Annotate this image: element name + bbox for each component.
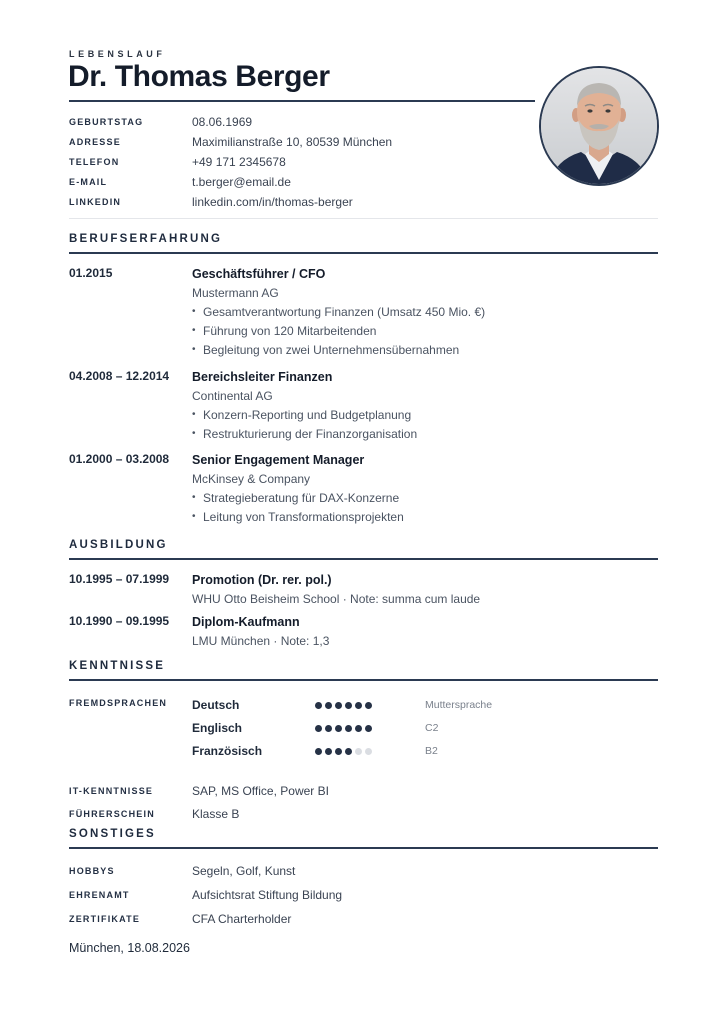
section-rule	[69, 558, 658, 560]
it-skills-label: IT-KENNTNISSE	[69, 786, 154, 796]
misc-row-hobbies	[69, 863, 295, 879]
contact-value: linkedin.com/in/thomas-berger	[192, 195, 353, 209]
language-row	[192, 697, 492, 713]
language-level: Muttersprache	[425, 699, 493, 711]
contact-label: LINKEDIN	[69, 197, 122, 207]
language-row	[192, 720, 438, 736]
language-name: Französisch	[192, 744, 263, 758]
language-name: Deutsch	[192, 698, 240, 712]
entry-date: 10.1995 – 07.1999	[69, 572, 170, 586]
bullet-item: • Strategieberatung für DAX-Konzerne	[192, 490, 658, 509]
language-name: Englisch	[192, 721, 243, 735]
entry-date: 04.2008 – 12.2014	[69, 369, 170, 383]
level-dot-empty	[365, 748, 372, 755]
contact-value: t.berger@email.de	[192, 175, 291, 189]
misc-label: EHRENAMT	[69, 890, 130, 900]
entry-title: Bereichsleiter Finanzen	[192, 370, 333, 384]
section-title-misc: SONSTIGES	[69, 828, 156, 840]
section-title-skills: KENNTNISSE	[69, 660, 166, 672]
bullet-item: • Begleitung von zwei Unternehmensübernahmen	[192, 342, 658, 361]
entry-title: Senior Engagement Manager	[192, 453, 365, 467]
languages-label: FREMDSPRACHEN	[69, 698, 168, 708]
level-dot-filled	[325, 748, 332, 755]
contact-linkedin	[69, 194, 353, 210]
level-dot-filled	[335, 725, 342, 732]
it-skills-value: SAP, MS Office, Power BI	[192, 784, 329, 798]
contact-address	[69, 134, 392, 150]
portrait-illustration	[541, 68, 657, 184]
entry-title: Diplom-Kaufmann	[192, 615, 300, 629]
languages-label-row	[69, 695, 192, 711]
section-rule	[69, 679, 658, 681]
level-dot-filled	[355, 702, 362, 709]
entry-bullet-list	[192, 407, 658, 445]
level-dot-filled	[345, 725, 352, 732]
language-row	[192, 743, 438, 759]
language-level-dots	[315, 702, 425, 709]
level-dot-filled	[315, 748, 322, 755]
level-dot-filled	[335, 748, 342, 755]
entry-company: Continental AG	[192, 389, 273, 403]
section-title-education: AUSBILDUNG	[69, 539, 168, 551]
section-rule	[69, 847, 658, 849]
level-dot-filled	[345, 702, 352, 709]
level-dot-filled	[315, 702, 322, 709]
entry-date: 01.2015	[69, 266, 113, 280]
misc-value: CFA Charterholder	[192, 912, 292, 926]
contact-value: +49 171 2345678	[192, 155, 286, 169]
contact-birthday	[69, 114, 252, 130]
entry-bullet-list	[192, 304, 658, 361]
misc-label: ZERTIFIKATE	[69, 914, 141, 924]
contact-phone	[69, 154, 286, 170]
bullet-item: • Konzern-Reporting und Budgetplanung	[192, 407, 658, 426]
section-title-experience: BERUFSERFAHRUNG	[69, 233, 223, 245]
person-name: Dr. Thomas Berger	[68, 60, 330, 93]
level-dot-filled	[335, 702, 342, 709]
misc-row-volunteering	[69, 887, 342, 903]
entry-date: 01.2000 – 03.2008	[69, 452, 170, 466]
entry-company: Mustermann AG	[192, 286, 279, 300]
level-dot-empty	[355, 748, 362, 755]
contact-label: TELEFON	[69, 157, 120, 167]
license-label: FÜHRERSCHEIN	[69, 809, 155, 819]
entry-title: Geschäftsführer / CFO	[192, 267, 326, 281]
language-level-dots	[315, 748, 425, 755]
bullet-item: • Gesamtverantwortung Finanzen (Umsatz 450 Mio. €)	[192, 304, 658, 323]
contact-label: GEBURTSTAG	[69, 117, 144, 127]
level-dot-filled	[355, 725, 362, 732]
name-underline	[69, 100, 535, 102]
level-dot-filled	[325, 725, 332, 732]
entry-detail: LMU München · Note: 1,3	[192, 634, 330, 648]
divider	[69, 218, 658, 219]
misc-label: HOBBYS	[69, 866, 115, 876]
language-level: C2	[425, 722, 439, 734]
place-and-date: München, 18.08.2026	[69, 941, 190, 955]
contact-label: ADRESSE	[69, 137, 121, 147]
contact-value: 08.06.1969	[192, 115, 253, 129]
portrait-photo	[539, 66, 659, 186]
contact-label: E-MAIL	[69, 177, 108, 187]
misc-value: Segeln, Golf, Kunst	[192, 864, 296, 878]
license-value: Klasse B	[192, 807, 240, 821]
document-kicker: LEBENSLAUF	[69, 49, 166, 59]
misc-row-certificates	[69, 911, 291, 927]
level-dot-filled	[365, 725, 372, 732]
entry-detail: WHU Otto Beisheim School · Note: summa cum laude	[192, 592, 481, 606]
license-row	[69, 806, 239, 822]
entry-company: McKinsey & Company	[192, 472, 311, 486]
entry-bullet-list	[192, 490, 658, 528]
language-level-dots	[315, 725, 425, 732]
contact-value: Maximilianstraße 10, 80539 München	[192, 135, 393, 149]
bullet-item: • Führung von 120 Mitarbeitenden	[192, 323, 658, 342]
section-rule	[69, 252, 658, 254]
entry-date: 10.1990 – 09.1995	[69, 614, 170, 628]
entry-title: Promotion (Dr. rer. pol.)	[192, 573, 332, 587]
level-dot-filled	[325, 702, 332, 709]
language-level: B2	[425, 745, 438, 757]
bullet-item: • Leitung von Transformationsprojekten	[192, 509, 658, 528]
level-dot-filled	[315, 725, 322, 732]
level-dot-filled	[345, 748, 352, 755]
misc-value: Aufsichtsrat Stiftung Bildung	[192, 888, 343, 902]
level-dot-filled	[365, 702, 372, 709]
contact-email	[69, 174, 291, 190]
bullet-item: • Restrukturierung der Finanzorganisation	[192, 426, 658, 445]
it-skills-row	[69, 783, 329, 799]
